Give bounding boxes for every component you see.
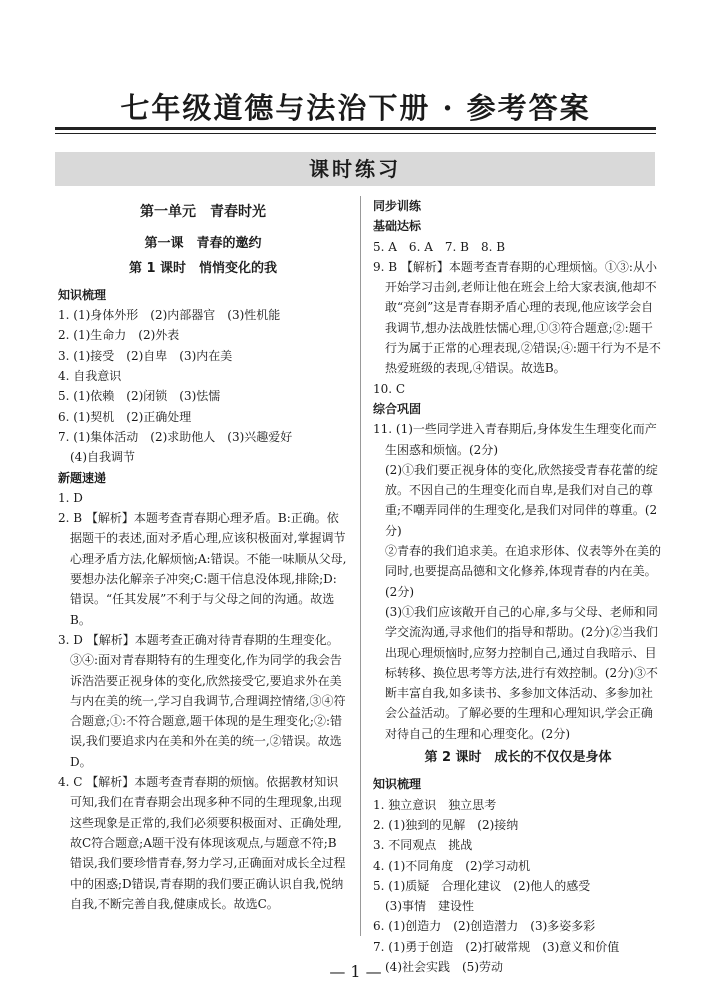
answer-line: 6. (1)契机 (2)正确处理 xyxy=(58,409,192,424)
answer-line: 5. (1)质疑 合理化建议 (2)他人的感受 xyxy=(373,878,591,893)
section-comprehensive: 综合巩固 xyxy=(373,401,422,416)
title-rule-thin xyxy=(55,133,656,134)
right-column xyxy=(373,196,663,977)
answer-paragraph: (2)①我们要正视身体的变化,欣然接受青春花蕾的绽放。不因自己的生理变化而自卑,是我们对自己的尊重;不嘲弄同伴的生理变化,是我们对同伴的尊重。(2分) xyxy=(385,462,658,538)
answer-paragraph: 3. D 【解析】本题考查正确对待青春期的生理变化。③④:面对青春期特有的生理变化,作为同学的我会告诉浩浩要正视身体的变化,欣然接受它,要追求外在美与内在美的统一,学习自我调节,合理调控情绪,③④符合题意;①:不符合题意,题干体现的是生理变化;②:错误,我们要追求内在美和外在美的统一,②错误。故选D。 xyxy=(58,632,346,769)
answer-line: 1. 独立意识 独立思考 xyxy=(373,797,497,812)
left-column xyxy=(58,196,348,914)
answer-line: 5. A 6. A 7. B 8. B xyxy=(373,239,506,254)
answer-line: (4)社会实践 (5)劳动 xyxy=(385,959,503,974)
answer-line: 7. (1)集体活动 (2)求助他人 (3)兴趣爱好 xyxy=(58,429,293,444)
section-basic: 基础达标 xyxy=(373,219,422,234)
section-sync: 同步训练 xyxy=(373,199,422,213)
answer-line: 6. (1)创造力 (2)创造潜力 (3)多姿多彩 xyxy=(373,919,596,934)
answer-paragraph: 4. C 【解析】本题考查青春期的烦恼。依据教材知识可知,我们在青春期会出现多种不同的生理现象,出现这些现象是正常的,我们必须要积极面对、正确处理,故C符合题意;A题干没有体现该观点,与题意不符;B错误,我们要珍惜青春,努力学习,正确面对成长全过程中的困惑;D错误,青春期的我们要正确认识自我,悦纳自我,不断完善自我,健康成长。故选C。 xyxy=(58,775,346,911)
answer-paragraph: 11. (1)一些同学进入青春期后,身体发生生理变化而产生困惑和烦恼。(2分) xyxy=(373,422,657,457)
section-quick: 新题速递 xyxy=(58,470,107,485)
page-number: — 1 — xyxy=(329,962,382,981)
section-banner: 课时练习 xyxy=(55,152,655,186)
answer-paragraph: 9. B 【解析】本题考查青春期的心理烦恼。①③:从小开始学习击剑,老师让他在班会上给大家表演,他却不敢“亮剑”这是青春期矛盾心理的表现,他应该学会自我调节,想办法战胜怯懦心理,①③符合题意;②:题干行为属于正常的心理表现,②错误;④:题干行为不是不热爱班级的表现,④错误。故选B。 xyxy=(373,259,661,376)
class-heading: 第 2 课时 成长的不仅仅是身体 xyxy=(424,750,612,766)
answer-paragraph: 2. B 【解析】本题考查青春期心理矛盾。B:正确。依据题干的表述,面对矛盾心理,应该积极面对,掌握调节心理矛盾方法,化解烦恼;A:错误。不能一味顺从父母,要想办法化解亲子冲突;C:题干信息没体现,排除;D:错误。“任其发展”不利于与父母之间的沟通。故选B。 xyxy=(58,511,347,627)
answer-line: 3. (1)接受 (2)自卑 (3)内在美 xyxy=(58,348,233,363)
answer-line: 7. (1)勇于创造 (2)打破常规 (3)意义和价值 xyxy=(373,939,620,954)
section-knowledge: 知识梳理 xyxy=(58,287,107,302)
answer-line: 1. D xyxy=(58,490,83,505)
answer-line: 5. (1)依赖 (2)闭锁 (3)怯懦 xyxy=(58,389,221,404)
answer-paragraph: ②青春的我们追求美。在追求形体、仪表等外在美的同时,也要提高品德和文化修养,体现青春的内在美。(2分) xyxy=(385,544,662,599)
answer-line: 3. 不同观点 挑战 xyxy=(373,838,473,853)
answer-line: 4. (1)不同角度 (2)学习动机 xyxy=(373,858,531,873)
section-knowledge: 知识梳理 xyxy=(373,777,422,792)
unit-heading: 第一单元 青春时光 xyxy=(140,204,266,220)
answer-line: 4. 自我意识 xyxy=(58,369,122,384)
class-heading: 第 1 课时 悄悄变化的我 xyxy=(128,260,278,276)
answer-line: (4)自我调节 xyxy=(70,450,135,465)
answer-line: 2. (1)独到的见解 (2)接纳 xyxy=(373,817,519,832)
answer-paragraph: (3)①我们应该敞开自己的心扉,多与父母、老师和同学交流沟通,寻求他们的指导和帮助。(2分)②当我们出现心理烦恼时,应努力控制自己,通过自我暗示、目标转移、换位思考等方法,进行有效控制。(2分)③不断丰富自我,如多读书、多参加文体活动、多参加社会公益活动。了解必要的生理和心理知识,学会正确对待自己的生理和心理变化。(2分) xyxy=(385,604,658,741)
answer-line: 2. (1)生命力 (2)外表 xyxy=(58,328,180,343)
answer-line: 10. C xyxy=(373,381,406,396)
column-divider xyxy=(360,196,361,936)
answer-line: (3)事情 建设性 xyxy=(385,899,474,914)
title-rule-thick xyxy=(55,127,656,130)
page-title: 七年级道德与法治下册 · 参考答案 xyxy=(120,91,591,125)
lesson-heading: 第一课 青春的邀约 xyxy=(144,236,262,252)
answer-line: 1. (1)身体外形 (2)内部器官 (3)性机能 xyxy=(58,308,281,323)
